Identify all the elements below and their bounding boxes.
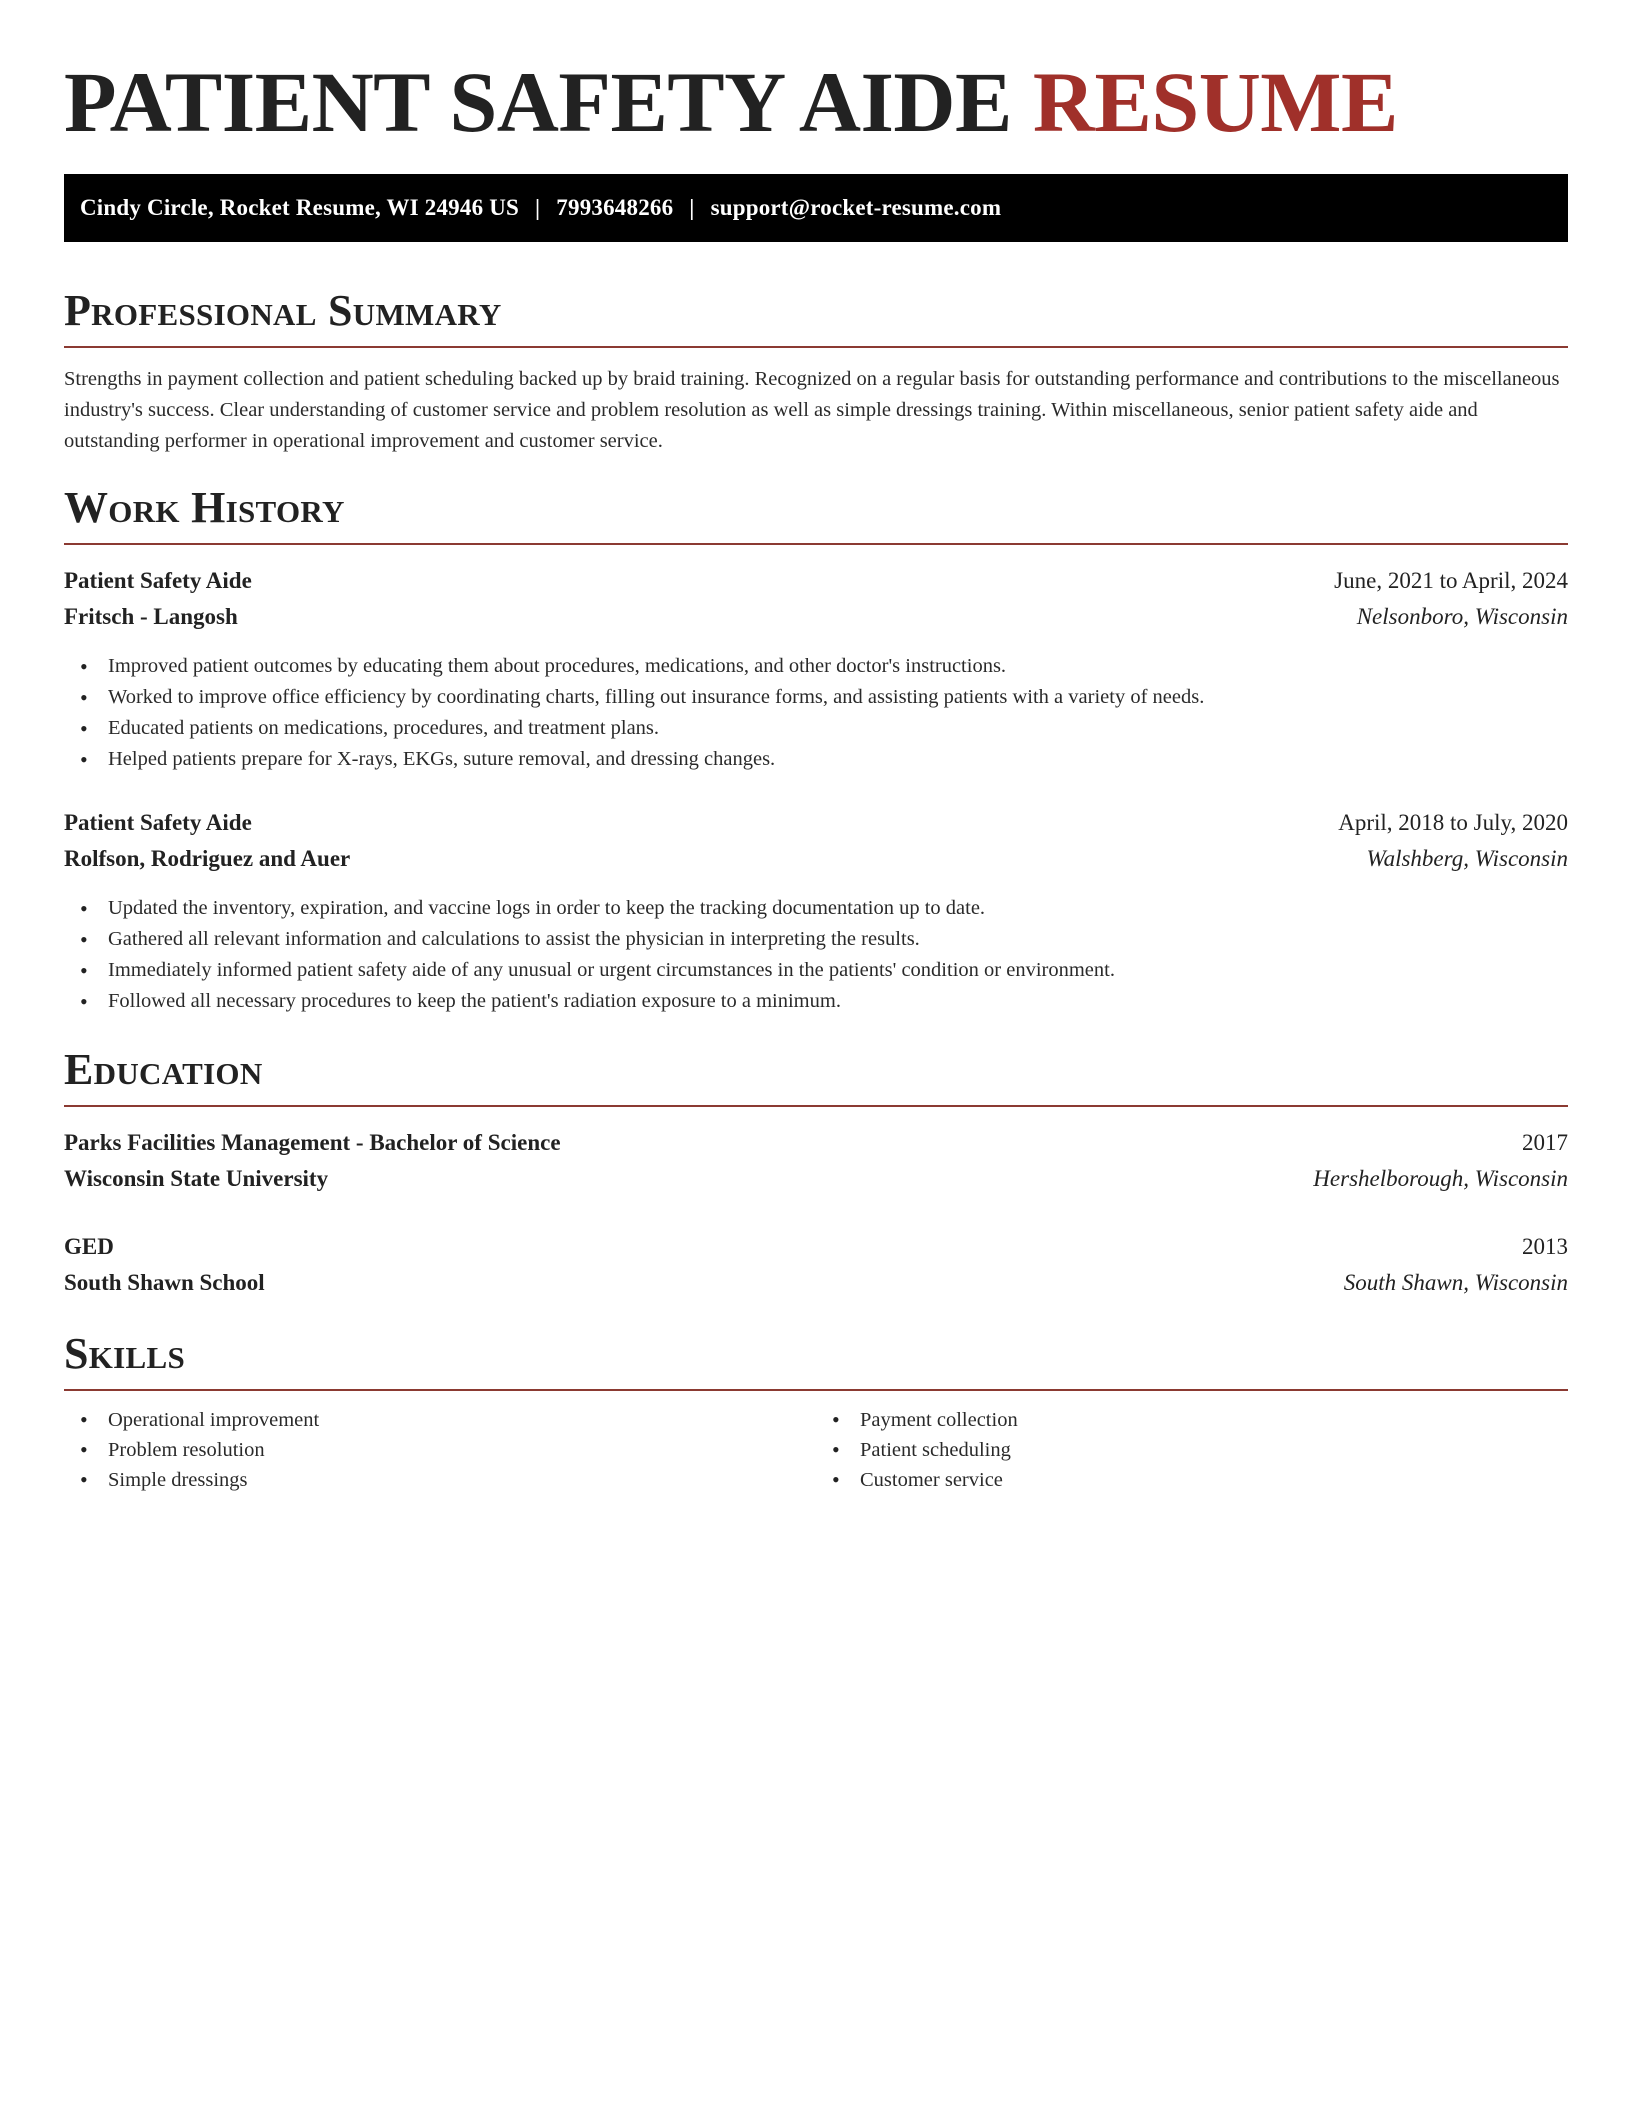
job-location: Nelsonboro, Wisconsin [1356,604,1568,629]
resume-title [64,52,1568,152]
degree-row [64,1125,1568,1161]
education-section [64,1045,1568,1301]
job-title: Patient Safety Aide [64,810,252,835]
skills-grid [64,1405,1568,1495]
summary-section [64,286,1568,457]
school-name: Wisconsin State University [64,1166,329,1191]
title-accent: RESUME [1032,54,1398,150]
skill-item: • Patient scheduling [832,1435,1568,1465]
job-bullets [64,893,1568,1017]
job-dates: April, 2018 to July, 2020 [1338,810,1568,835]
job-company-row [64,599,1568,635]
degree: Parks Facilities Management - Bachelor of Science [64,1130,561,1155]
school-row [64,1161,1568,1197]
job-company-row [64,841,1568,877]
job-bullets [64,651,1568,775]
contact-separator: | [535,195,541,220]
skills-column-left [64,1405,816,1495]
list-item: • Educated patients on medications, procedures, and treatment plans. [80,713,1568,744]
degree-row [64,1229,1568,1265]
work-history-heading: Work History [64,483,345,532]
job-title: Patient Safety Aide [64,568,252,593]
job-entry [64,563,1568,775]
skill-item: • Customer service [832,1465,1568,1495]
contact-separator: | [689,195,695,220]
skill-item: • Problem resolution [80,1435,816,1465]
list-item: • Worked to improve office efficiency by coordinating charts, filling out insurance forms, and assisting patients with a variety of needs. [80,682,1568,713]
education-entry [64,1229,1568,1301]
education-heading: Education [64,1045,263,1094]
job-title-row [64,805,1568,841]
summary-text: Strengths in payment collection and patient scheduling backed up by braid training. Recognized on a regular basis for outstanding performance and contributions to the miscellaneous industry's success. Clear understanding of customer service and problem resolution as well as simple dressings training. Within miscellaneous, senior patient safety aide and outstanding performer in operational improvement and customer service. [64,368,1560,452]
graduation-year: 2013 [1522,1234,1568,1259]
skill-item: • Payment collection [832,1405,1568,1435]
work-history-section [64,483,1568,1017]
contact-bar [64,174,1568,242]
school-location: Hershelborough, Wisconsin [1313,1166,1568,1191]
job-dates: June, 2021 to April, 2024 [1334,568,1568,593]
section-divider [64,543,1568,545]
skill-item: • Operational improvement [80,1405,816,1435]
title-main: PATIENT SAFETY AIDE [64,54,1033,150]
graduation-year: 2017 [1522,1130,1568,1155]
contact-address: Cindy Circle, Rocket Resume, WI 24946 US [80,195,520,220]
section-divider [64,346,1568,348]
degree: GED [64,1234,114,1259]
job-company: Fritsch - Langosh [64,604,238,629]
job-location: Walshberg, Wisconsin [1366,846,1568,871]
skills-heading: Skills [64,1329,186,1378]
school-location: South Shawn, Wisconsin [1343,1270,1568,1295]
school-name: South Shawn School [64,1270,265,1295]
summary-heading: Professional Summary [64,286,502,335]
skills-list [816,1405,1568,1495]
job-entry [64,805,1568,1017]
contact-phone[interactable]: 7993648266 [556,195,674,220]
list-item: • Gathered all relevant information and calculations to assist the physician in interpreting the results. [80,924,1568,955]
school-row [64,1265,1568,1301]
list-item: • Updated the inventory, expiration, and vaccine logs in order to keep the tracking documentation up to date. [80,893,1568,924]
skills-column-right [816,1405,1568,1495]
skills-list [64,1405,816,1495]
list-item: • Immediately informed patient safety aide of any unusual or urgent circumstances in the patients' condition or environment. [80,955,1568,986]
skills-section [64,1329,1568,1495]
job-title-row [64,563,1568,599]
list-item: • Improved patient outcomes by educating them about procedures, medications, and other doctor's instructions. [80,651,1568,682]
education-entry [64,1125,1568,1197]
skill-item: • Simple dressings [80,1465,816,1495]
section-divider [64,1105,1568,1107]
contact-email[interactable]: support@rocket-resume.com [710,195,1002,220]
section-divider [64,1389,1568,1391]
job-company: Rolfson, Rodriguez and Auer [64,846,351,871]
list-item: • Followed all necessary procedures to keep the patient's radiation exposure to a minimum. [80,986,1568,1017]
list-item: • Helped patients prepare for X-rays, EKGs, suture removal, and dressing changes. [80,744,1568,775]
